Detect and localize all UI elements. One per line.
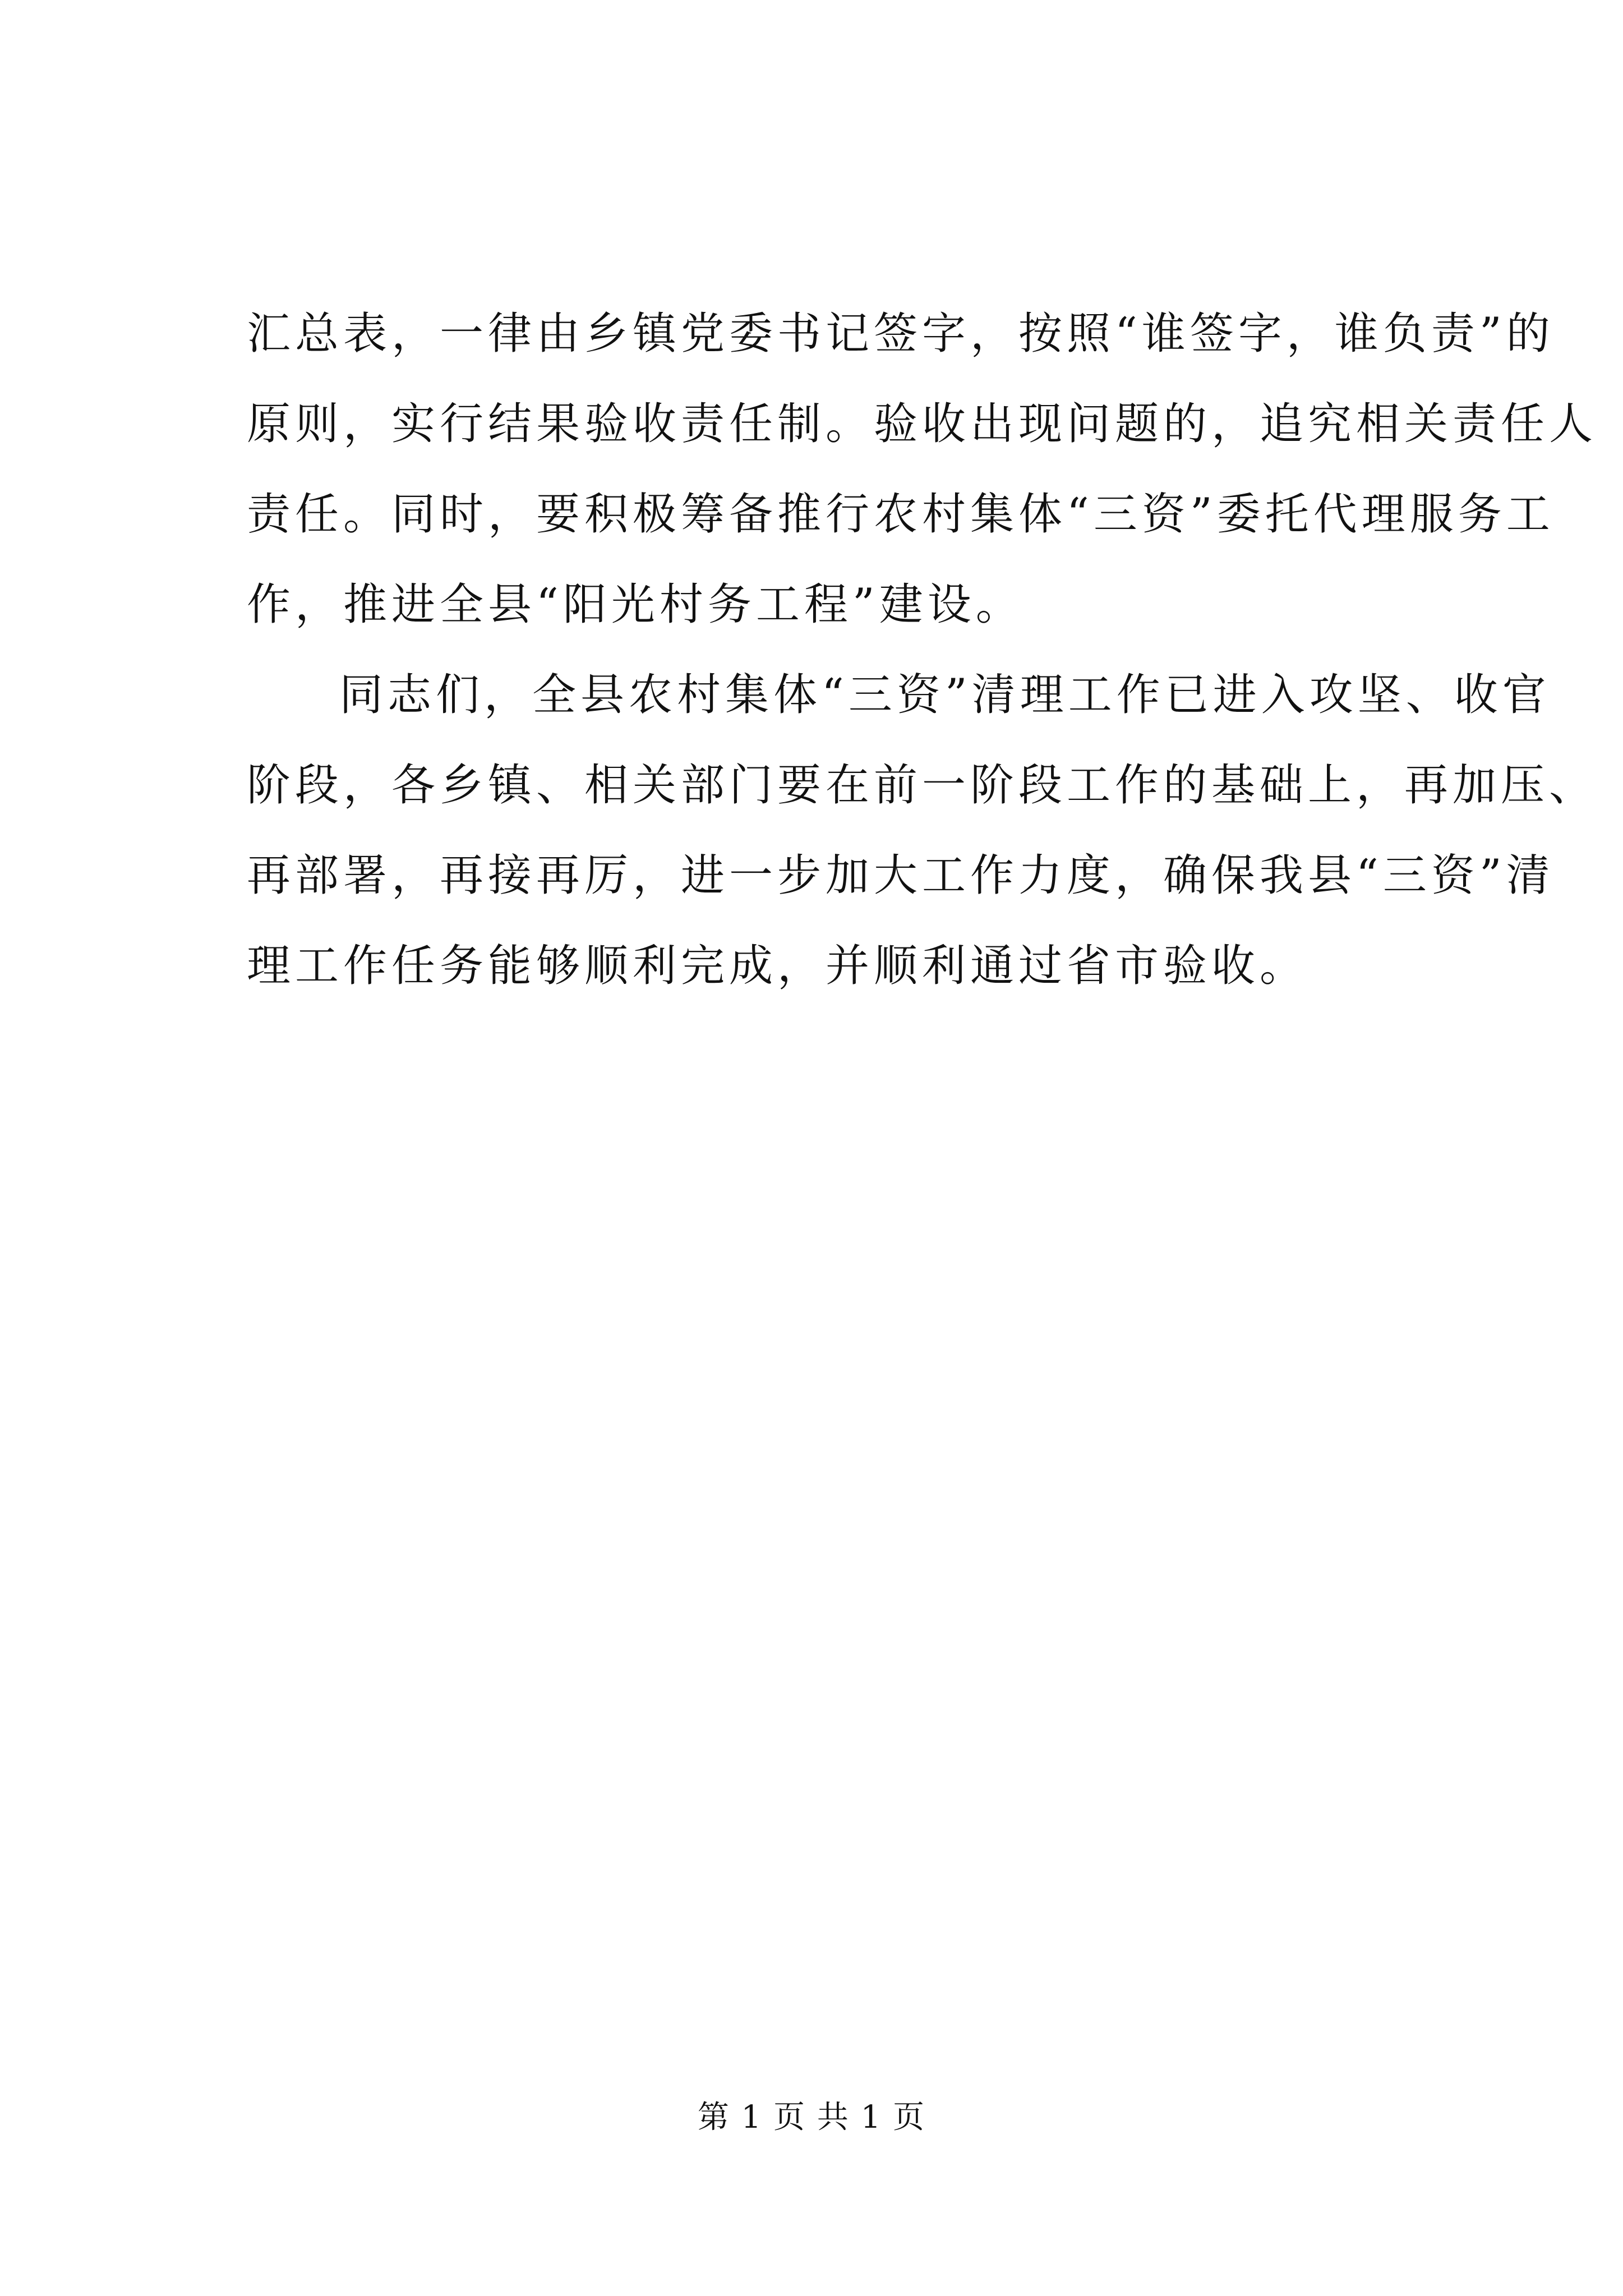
text-line: 作，推进全县“阳光村务工程”建设。 <box>247 579 1024 630</box>
text-line: 同志们，全县农村集体“三资”清理工作已进入攻坚、收官 <box>339 670 1551 720</box>
text-line: 责任。同时，要积极筹备推行农村集体“三资”委托代理服务工 <box>247 489 1555 540</box>
text-line: 再部署，再接再厉，进一步加大工作力度，确保我县“三资”清 <box>247 850 1555 901</box>
text-line: 汇总表，一律由乡镇党委书记签字，按照“谁签字，谁负责”的 <box>247 309 1555 359</box>
page-number-footer: 第 1 页 共 1 页 <box>697 2099 926 2136</box>
document-body <box>247 289 1598 1011</box>
text-line: 阶段，各乡镇、相关部门要在前一阶段工作的基础上，再加压、 <box>247 760 1598 811</box>
text-line: 原则，实行结果验收责任制。验收出现问题的，追究相关责任人 <box>247 399 1598 449</box>
paragraph-2 <box>247 650 1598 1011</box>
paragraph-1 <box>247 289 1598 650</box>
text-line: 理工作任务能够顺利完成，并顺利通过省市验收。 <box>247 941 1308 991</box>
